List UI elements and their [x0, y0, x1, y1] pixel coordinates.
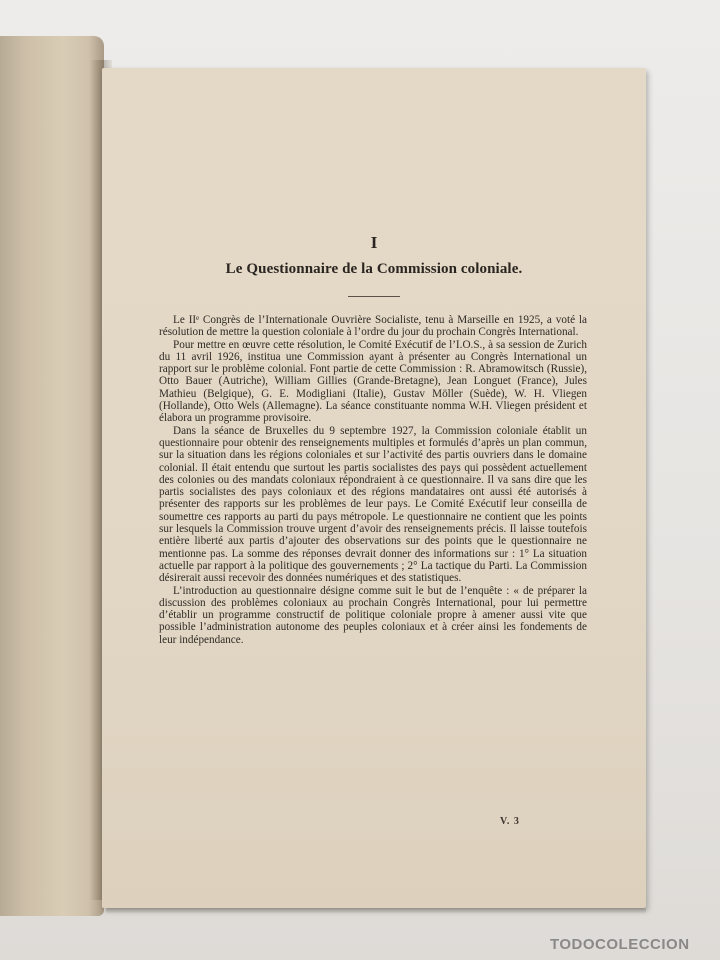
paragraph: Pour mettre en œuvre cette résolution, le Comité Exécutif de l’I.O.S., à sa session de Zurich du 11 avril 1926, institua une Commission ayant à présenter au Congrès International un rapport sur le problème colonial. Font partie de cette Commission : R. Abramowitsch (Russie), Otto Bauer (Autriche), William Gillies (Grande-Bretagne), Jean Longuet (France), Jules Mathieu (Belgique), G. E. Modigliani (Italie), Gustav Möller (Suède), W. H. Vliegen (Hollande), Otto Wels (Allemagne). La séance constituante nomma W.H. Vliegen président et élabora un programme provisoire. — [159, 338, 587, 425]
chapter-number: I — [370, 233, 378, 252]
paragraph: Dans la séance de Bruxelles du 9 septembre 1927, la Commission coloniale établit un questionnaire pour obtenir des renseignements multiples et formulés d’après un plan commun, sur la situation dans les régions coloniales et sur l’activité des partis ouvriers dans le domaine colonial. Il était entendu que surtout les partis socialistes des pays qui possèdent actuellement des colonies ou des mandats coloniaux répondraient à ce questionnaire. Il va sans dire que les partis socialistes des pays coloniaux et des régions mandataires ont aussi été autorisés à présenter des rapports sur les problèmes de leur pays. Le Comité Exécutif leur conseilla de soumettre ces rapports au parti du pays métropole. Le questionnaire ne contient que les points sur lesquels la Commission trouve urgent d’avoir des renseignements précis. Il laisse toutefois entière liberté aux partis d’ajouter des observations sur des points que le questionnaire ne mentionne pas. La somme des réponses devrait donner des informations sur : 1° La situation actuelle par rapport à la politique des gouvernements ; 2° La tactique du Parti. La Commission désirerait aussi recevoir des données numériques et des statistiques. — [159, 424, 587, 585]
left-book-page — [0, 36, 104, 916]
title-divider — [348, 296, 400, 297]
paragraph: Le IIᵉ Congrès de l’Internationale Ouvrière Socialiste, tenu à Marseille en 1925, a voté la résolution de mettre la question coloniale à l’ordre du jour du prochain Congrès International. — [159, 314, 587, 339]
chapter-title: Le Questionnaire de la Commission coloniale. — [225, 261, 523, 277]
watermark: TODOCOLECCION — [550, 936, 690, 953]
signature-mark: V. 3 — [500, 816, 520, 827]
book-page — [102, 68, 646, 908]
chapter-body — [159, 314, 587, 646]
paragraph: L’introduction au questionnaire désigne comme suit le but de l’enquête : « de préparer la discussion des problèmes coloniaux au prochain Congrès International, pour lui permettre d’établir un programme constructif de politique coloniale propre à amener aussi vite que possible l’administration autonome des peuples coloniaux et à créer ainsi les fondements de leur indépendance. — [159, 584, 587, 646]
